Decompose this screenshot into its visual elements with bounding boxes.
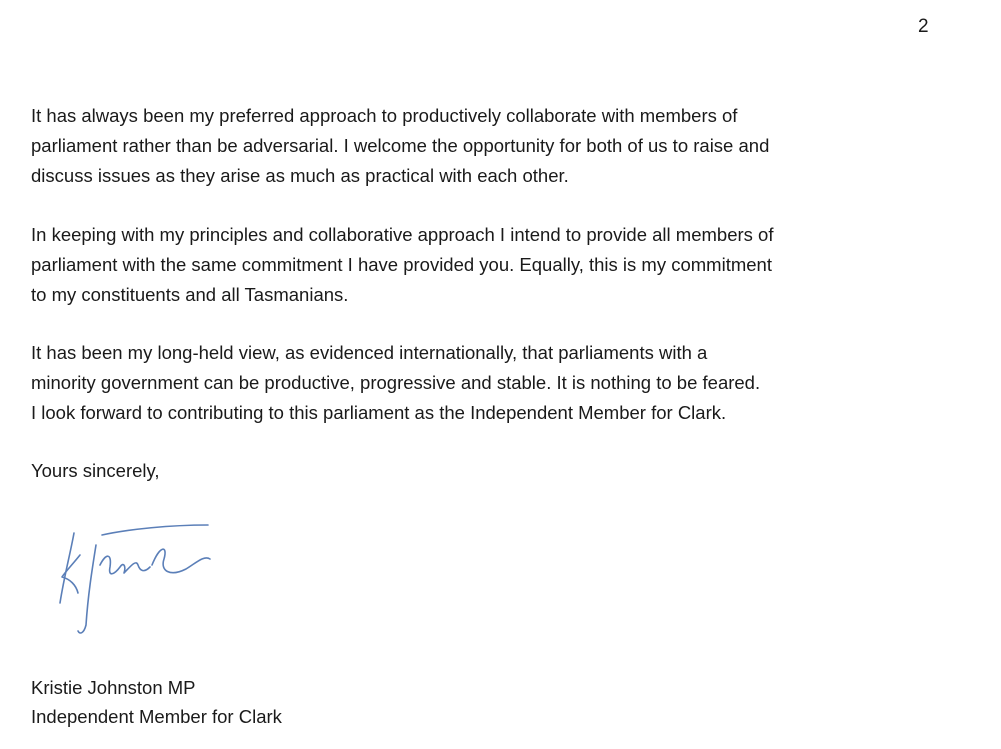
- letter-paragraph-1: It has always been my preferred approach to productively collaborate with members of parliament rather than be adversarial. I welcome the opportunity for both of us to raise and discuss issues as they arise as much as practical with each other.: [31, 105, 770, 186]
- page-number: 2: [918, 16, 929, 37]
- letter-paragraph-3: It has been my long-held view, as evidenced internationally, that parliaments with a minority government can be productive, progressive and stable. It is nothing to be feared. I look forward to contributing to this parliament as the Independent Member for Clark.: [31, 342, 761, 423]
- signatory-title: Independent Member for Clark: [31, 706, 282, 727]
- letter-paragraph-2: In keeping with my principles and collaborative approach I intend to provide all members of parliament with the same commitment I have provided you. Equally, this is my commitment to my constituents and all Tasmanians.: [31, 224, 774, 305]
- closing-salutation: Yours sincerely,: [31, 460, 160, 481]
- signatory-name: Kristie Johnston MP: [31, 677, 196, 698]
- handwritten-signature: [40, 515, 220, 640]
